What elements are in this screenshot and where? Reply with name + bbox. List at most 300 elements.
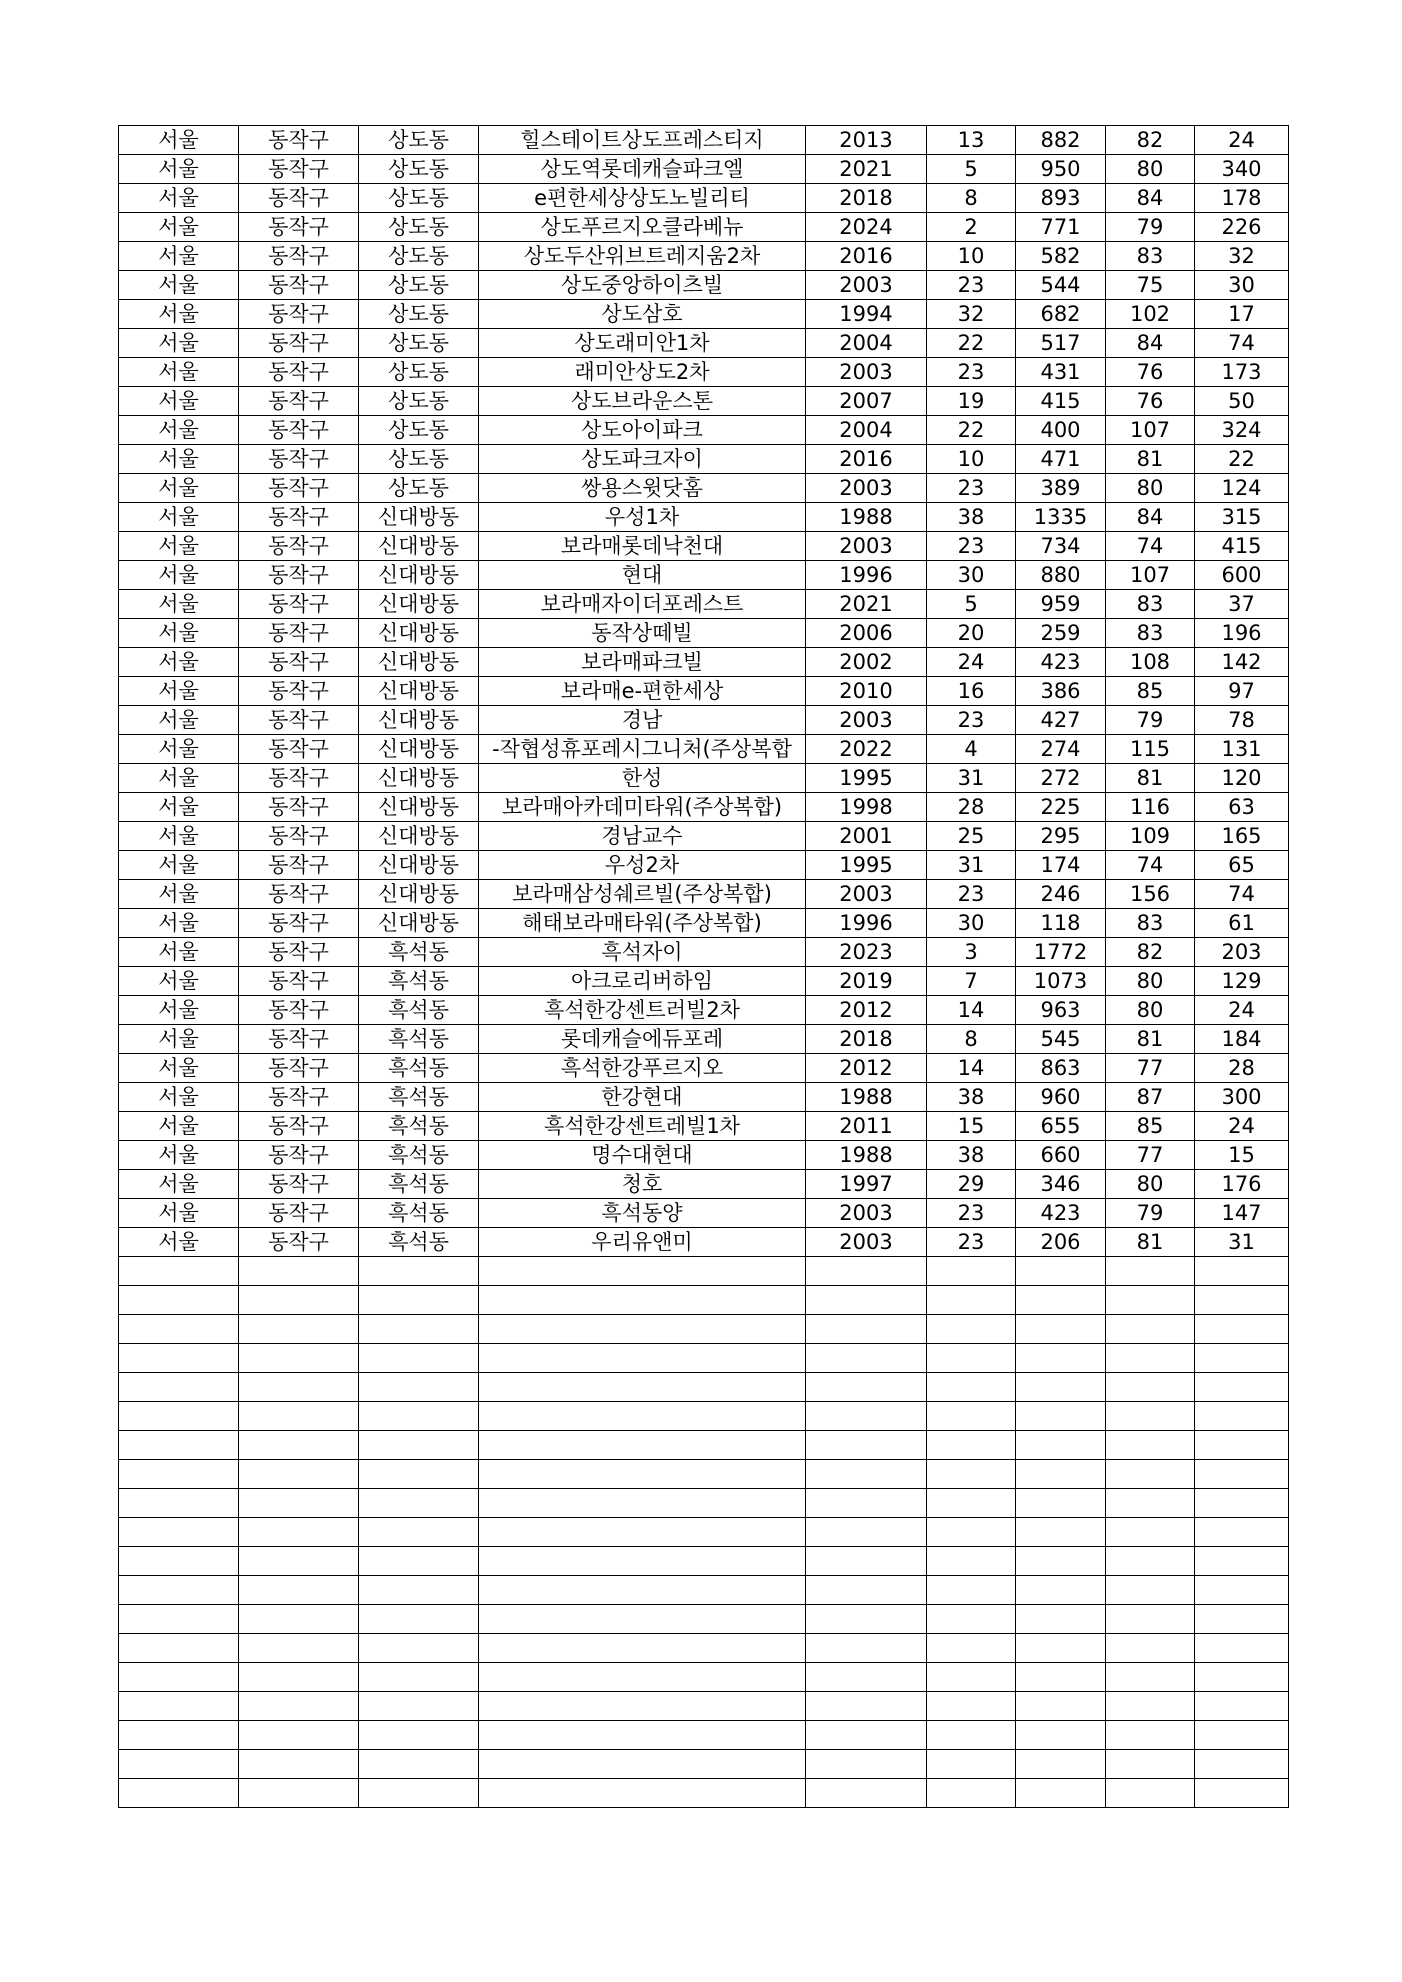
city-cell: 서울: [119, 938, 239, 967]
households-cell: 174: [1016, 851, 1106, 880]
name-cell: 상도푸르지오클라베뉴: [479, 213, 806, 242]
dong-cell: [359, 1576, 479, 1605]
households-cell: 963: [1016, 996, 1106, 1025]
dong-cell: 신대방동: [359, 561, 479, 590]
area-cell: [1106, 1315, 1195, 1344]
city-cell: 서울: [119, 155, 239, 184]
count-cell: 17: [1195, 300, 1289, 329]
households-cell: 893: [1016, 184, 1106, 213]
name-cell: [479, 1402, 806, 1431]
households-cell: 582: [1016, 242, 1106, 271]
district-cell: 동작구: [239, 648, 359, 677]
district-cell: [239, 1750, 359, 1779]
city-cell: [119, 1431, 239, 1460]
age-cell: 2: [927, 213, 1016, 242]
year-cell: 1996: [806, 561, 927, 590]
area-cell: 77: [1106, 1141, 1195, 1170]
district-cell: 동작구: [239, 1054, 359, 1083]
count-cell: 176: [1195, 1170, 1289, 1199]
district-cell: 동작구: [239, 735, 359, 764]
dong-cell: 신대방동: [359, 909, 479, 938]
area-cell: [1106, 1750, 1195, 1779]
table-row: [119, 1663, 1289, 1692]
city-cell: 서울: [119, 677, 239, 706]
count-cell: [1195, 1489, 1289, 1518]
count-cell: 97: [1195, 677, 1289, 706]
year-cell: 2024: [806, 213, 927, 242]
year-cell: 1997: [806, 1170, 927, 1199]
dong-cell: [359, 1692, 479, 1721]
count-cell: 50: [1195, 387, 1289, 416]
households-cell: 423: [1016, 1199, 1106, 1228]
year-cell: 2007: [806, 387, 927, 416]
count-cell: 65: [1195, 851, 1289, 880]
households-cell: [1016, 1402, 1106, 1431]
year-cell: 2006: [806, 619, 927, 648]
name-cell: [479, 1779, 806, 1808]
dong-cell: 흑석동: [359, 1228, 479, 1257]
households-cell: 246: [1016, 880, 1106, 909]
city-cell: 서울: [119, 300, 239, 329]
name-cell: 흑석한강센트러빌2차: [479, 996, 806, 1025]
dong-cell: 신대방동: [359, 851, 479, 880]
year-cell: 2018: [806, 1025, 927, 1054]
dong-cell: [359, 1431, 479, 1460]
district-cell: 동작구: [239, 822, 359, 851]
area-cell: [1106, 1692, 1195, 1721]
area-cell: 77: [1106, 1054, 1195, 1083]
dong-cell: [359, 1750, 479, 1779]
households-cell: 960: [1016, 1083, 1106, 1112]
district-cell: 동작구: [239, 938, 359, 967]
city-cell: 서울: [119, 909, 239, 938]
area-cell: 80: [1106, 996, 1195, 1025]
name-cell: 힐스테이트상도프레스티지: [479, 126, 806, 155]
count-cell: 184: [1195, 1025, 1289, 1054]
table-row: [119, 1112, 1289, 1141]
area-cell: [1106, 1344, 1195, 1373]
count-cell: [1195, 1750, 1289, 1779]
name-cell: [479, 1489, 806, 1518]
district-cell: 동작구: [239, 996, 359, 1025]
dong-cell: [359, 1286, 479, 1315]
area-cell: 109: [1106, 822, 1195, 851]
table-row: [119, 793, 1289, 822]
name-cell: 보라매자이더포레스트: [479, 590, 806, 619]
area-cell: 108: [1106, 648, 1195, 677]
table-row: [119, 1315, 1289, 1344]
area-cell: [1106, 1576, 1195, 1605]
city-cell: 서울: [119, 1112, 239, 1141]
city-cell: 서울: [119, 329, 239, 358]
age-cell: 31: [927, 851, 1016, 880]
dong-cell: 신대방동: [359, 764, 479, 793]
dong-cell: [359, 1315, 479, 1344]
age-cell: [927, 1460, 1016, 1489]
name-cell: 한성: [479, 764, 806, 793]
city-cell: 서울: [119, 1170, 239, 1199]
district-cell: 동작구: [239, 1083, 359, 1112]
table-row: [119, 126, 1289, 155]
area-cell: 87: [1106, 1083, 1195, 1112]
year-cell: 2012: [806, 1054, 927, 1083]
year-cell: 2012: [806, 996, 927, 1025]
city-cell: 서울: [119, 967, 239, 996]
households-cell: 274: [1016, 735, 1106, 764]
name-cell: 경남교수: [479, 822, 806, 851]
table-row: [119, 938, 1289, 967]
area-cell: 74: [1106, 532, 1195, 561]
dong-cell: 흑석동: [359, 1170, 479, 1199]
households-cell: [1016, 1315, 1106, 1344]
city-cell: [119, 1779, 239, 1808]
district-cell: [239, 1373, 359, 1402]
count-cell: [1195, 1518, 1289, 1547]
district-cell: [239, 1576, 359, 1605]
year-cell: 1994: [806, 300, 927, 329]
name-cell: [479, 1634, 806, 1663]
age-cell: [927, 1663, 1016, 1692]
age-cell: 4: [927, 735, 1016, 764]
year-cell: 2003: [806, 474, 927, 503]
name-cell: 상도아이파크: [479, 416, 806, 445]
name-cell: 상도삼호: [479, 300, 806, 329]
name-cell: [479, 1750, 806, 1779]
year-cell: 2003: [806, 271, 927, 300]
table-row: [119, 1257, 1289, 1286]
table-row: [119, 1518, 1289, 1547]
count-cell: 203: [1195, 938, 1289, 967]
table-row: [119, 996, 1289, 1025]
dong-cell: 신대방동: [359, 503, 479, 532]
name-cell: 흑석동양: [479, 1199, 806, 1228]
dong-cell: 상도동: [359, 387, 479, 416]
year-cell: [806, 1779, 927, 1808]
year-cell: 2019: [806, 967, 927, 996]
district-cell: [239, 1402, 359, 1431]
area-cell: [1106, 1489, 1195, 1518]
households-cell: 225: [1016, 793, 1106, 822]
name-cell: 상도래미안1차: [479, 329, 806, 358]
name-cell: [479, 1518, 806, 1547]
district-cell: 동작구: [239, 271, 359, 300]
age-cell: 10: [927, 242, 1016, 271]
count-cell: 300: [1195, 1083, 1289, 1112]
households-cell: [1016, 1547, 1106, 1576]
age-cell: 38: [927, 503, 1016, 532]
count-cell: 32: [1195, 242, 1289, 271]
name-cell: 한강현대: [479, 1083, 806, 1112]
households-cell: [1016, 1634, 1106, 1663]
name-cell: 우성2차: [479, 851, 806, 880]
dong-cell: 신대방동: [359, 590, 479, 619]
city-cell: 서울: [119, 590, 239, 619]
area-cell: 156: [1106, 880, 1195, 909]
year-cell: [806, 1576, 927, 1605]
dong-cell: 흑석동: [359, 967, 479, 996]
dong-cell: [359, 1634, 479, 1663]
table-row: [119, 1489, 1289, 1518]
city-cell: 서울: [119, 213, 239, 242]
year-cell: 2021: [806, 590, 927, 619]
area-cell: 102: [1106, 300, 1195, 329]
city-cell: 서울: [119, 242, 239, 271]
city-cell: [119, 1547, 239, 1576]
households-cell: 346: [1016, 1170, 1106, 1199]
district-cell: 동작구: [239, 764, 359, 793]
district-cell: [239, 1518, 359, 1547]
area-cell: 74: [1106, 851, 1195, 880]
name-cell: 상도파크자이: [479, 445, 806, 474]
dong-cell: 상도동: [359, 416, 479, 445]
age-cell: 30: [927, 909, 1016, 938]
dong-cell: 신대방동: [359, 880, 479, 909]
age-cell: [927, 1315, 1016, 1344]
age-cell: 13: [927, 126, 1016, 155]
area-cell: [1106, 1402, 1195, 1431]
table-row: [119, 648, 1289, 677]
count-cell: 30: [1195, 271, 1289, 300]
table-row: [119, 1605, 1289, 1634]
households-cell: [1016, 1721, 1106, 1750]
area-cell: 80: [1106, 1170, 1195, 1199]
city-cell: 서울: [119, 648, 239, 677]
dong-cell: 상도동: [359, 329, 479, 358]
table-row: [119, 416, 1289, 445]
households-cell: 882: [1016, 126, 1106, 155]
year-cell: 1988: [806, 503, 927, 532]
district-cell: [239, 1605, 359, 1634]
apartment-table: [118, 125, 1289, 1808]
year-cell: [806, 1460, 927, 1489]
year-cell: [806, 1257, 927, 1286]
age-cell: [927, 1634, 1016, 1663]
area-cell: [1106, 1721, 1195, 1750]
area-cell: 81: [1106, 445, 1195, 474]
table-row: [119, 1547, 1289, 1576]
city-cell: [119, 1286, 239, 1315]
count-cell: 37: [1195, 590, 1289, 619]
dong-cell: 흑석동: [359, 1025, 479, 1054]
households-cell: [1016, 1576, 1106, 1605]
area-cell: 76: [1106, 358, 1195, 387]
area-cell: 83: [1106, 590, 1195, 619]
district-cell: 동작구: [239, 619, 359, 648]
district-cell: 동작구: [239, 1112, 359, 1141]
table-row: [119, 1344, 1289, 1373]
year-cell: 2021: [806, 155, 927, 184]
city-cell: [119, 1634, 239, 1663]
table-row: [119, 445, 1289, 474]
district-cell: 동작구: [239, 1141, 359, 1170]
city-cell: [119, 1721, 239, 1750]
district-cell: 동작구: [239, 445, 359, 474]
table-row: [119, 387, 1289, 416]
year-cell: [806, 1344, 927, 1373]
table-row: [119, 1460, 1289, 1489]
area-cell: 80: [1106, 474, 1195, 503]
city-cell: 서울: [119, 416, 239, 445]
year-cell: [806, 1692, 927, 1721]
dong-cell: 상도동: [359, 184, 479, 213]
table-row: [119, 677, 1289, 706]
city-cell: [119, 1402, 239, 1431]
area-cell: [1106, 1779, 1195, 1808]
district-cell: 동작구: [239, 1228, 359, 1257]
name-cell: e편한세상상도노빌리티: [479, 184, 806, 213]
year-cell: [806, 1605, 927, 1634]
year-cell: 1988: [806, 1083, 927, 1112]
year-cell: 2003: [806, 532, 927, 561]
households-cell: 1073: [1016, 967, 1106, 996]
count-cell: 24: [1195, 1112, 1289, 1141]
year-cell: 2001: [806, 822, 927, 851]
district-cell: 동작구: [239, 329, 359, 358]
city-cell: [119, 1460, 239, 1489]
year-cell: [806, 1431, 927, 1460]
age-cell: [927, 1518, 1016, 1547]
city-cell: [119, 1315, 239, 1344]
city-cell: 서울: [119, 735, 239, 764]
age-cell: 23: [927, 474, 1016, 503]
area-cell: 76: [1106, 387, 1195, 416]
dong-cell: 상도동: [359, 271, 479, 300]
age-cell: 23: [927, 532, 1016, 561]
name-cell: [479, 1605, 806, 1634]
table-row: [119, 1721, 1289, 1750]
name-cell: 보라매e-편한세상: [479, 677, 806, 706]
name-cell: 상도중앙하이츠빌: [479, 271, 806, 300]
year-cell: [806, 1315, 927, 1344]
area-cell: [1106, 1431, 1195, 1460]
district-cell: 동작구: [239, 561, 359, 590]
dong-cell: [359, 1779, 479, 1808]
dong-cell: 상도동: [359, 474, 479, 503]
dong-cell: 흑석동: [359, 1054, 479, 1083]
city-cell: 서울: [119, 822, 239, 851]
year-cell: [806, 1750, 927, 1779]
dong-cell: 상도동: [359, 155, 479, 184]
count-cell: 178: [1195, 184, 1289, 213]
age-cell: [927, 1721, 1016, 1750]
count-cell: [1195, 1692, 1289, 1721]
count-cell: 131: [1195, 735, 1289, 764]
district-cell: 동작구: [239, 387, 359, 416]
district-cell: 동작구: [239, 1025, 359, 1054]
dong-cell: 흑석동: [359, 996, 479, 1025]
name-cell: 보라매아카데미타워(주상복합): [479, 793, 806, 822]
households-cell: 517: [1016, 329, 1106, 358]
dong-cell: 흑석동: [359, 1112, 479, 1141]
age-cell: 38: [927, 1083, 1016, 1112]
dong-cell: [359, 1257, 479, 1286]
age-cell: 7: [927, 967, 1016, 996]
table-row: [119, 300, 1289, 329]
district-cell: [239, 1344, 359, 1373]
age-cell: 5: [927, 155, 1016, 184]
area-cell: 85: [1106, 677, 1195, 706]
dong-cell: [359, 1518, 479, 1547]
dong-cell: 신대방동: [359, 648, 479, 677]
count-cell: 226: [1195, 213, 1289, 242]
households-cell: [1016, 1750, 1106, 1779]
city-cell: [119, 1257, 239, 1286]
year-cell: 2011: [806, 1112, 927, 1141]
age-cell: 20: [927, 619, 1016, 648]
area-cell: 80: [1106, 155, 1195, 184]
households-cell: 655: [1016, 1112, 1106, 1141]
year-cell: [806, 1518, 927, 1547]
city-cell: [119, 1489, 239, 1518]
age-cell: 10: [927, 445, 1016, 474]
dong-cell: [359, 1344, 479, 1373]
dong-cell: 상도동: [359, 242, 479, 271]
name-cell: 명수대현대: [479, 1141, 806, 1170]
dong-cell: [359, 1460, 479, 1489]
city-cell: 서울: [119, 996, 239, 1025]
count-cell: [1195, 1605, 1289, 1634]
households-cell: 427: [1016, 706, 1106, 735]
count-cell: 196: [1195, 619, 1289, 648]
households-cell: 1335: [1016, 503, 1106, 532]
city-cell: 서울: [119, 532, 239, 561]
dong-cell: 흑석동: [359, 1083, 479, 1112]
area-cell: 84: [1106, 329, 1195, 358]
count-cell: [1195, 1721, 1289, 1750]
area-cell: 82: [1106, 126, 1195, 155]
district-cell: 동작구: [239, 1170, 359, 1199]
year-cell: [806, 1663, 927, 1692]
households-cell: 295: [1016, 822, 1106, 851]
dong-cell: 신대방동: [359, 677, 479, 706]
households-cell: 880: [1016, 561, 1106, 590]
age-cell: [927, 1605, 1016, 1634]
dong-cell: 신대방동: [359, 735, 479, 764]
city-cell: 서울: [119, 1228, 239, 1257]
district-cell: [239, 1315, 359, 1344]
area-cell: [1106, 1518, 1195, 1547]
name-cell: 동작상떼빌: [479, 619, 806, 648]
area-cell: 85: [1106, 1112, 1195, 1141]
count-cell: 120: [1195, 764, 1289, 793]
households-cell: [1016, 1431, 1106, 1460]
age-cell: 22: [927, 416, 1016, 445]
district-cell: 동작구: [239, 1199, 359, 1228]
age-cell: 31: [927, 764, 1016, 793]
table-body: [119, 126, 1289, 1808]
age-cell: 28: [927, 793, 1016, 822]
year-cell: 2003: [806, 706, 927, 735]
count-cell: [1195, 1315, 1289, 1344]
name-cell: [479, 1692, 806, 1721]
age-cell: 30: [927, 561, 1016, 590]
age-cell: [927, 1286, 1016, 1315]
table-row: [119, 213, 1289, 242]
name-cell: 흑석자이: [479, 938, 806, 967]
year-cell: 2003: [806, 880, 927, 909]
count-cell: 24: [1195, 996, 1289, 1025]
dong-cell: 흑석동: [359, 938, 479, 967]
households-cell: 771: [1016, 213, 1106, 242]
area-cell: 107: [1106, 416, 1195, 445]
age-cell: 29: [927, 1170, 1016, 1199]
name-cell: [479, 1257, 806, 1286]
name-cell: 롯데캐슬에듀포레: [479, 1025, 806, 1054]
city-cell: 서울: [119, 503, 239, 532]
year-cell: 2013: [806, 126, 927, 155]
table-row: [119, 1402, 1289, 1431]
age-cell: 8: [927, 1025, 1016, 1054]
